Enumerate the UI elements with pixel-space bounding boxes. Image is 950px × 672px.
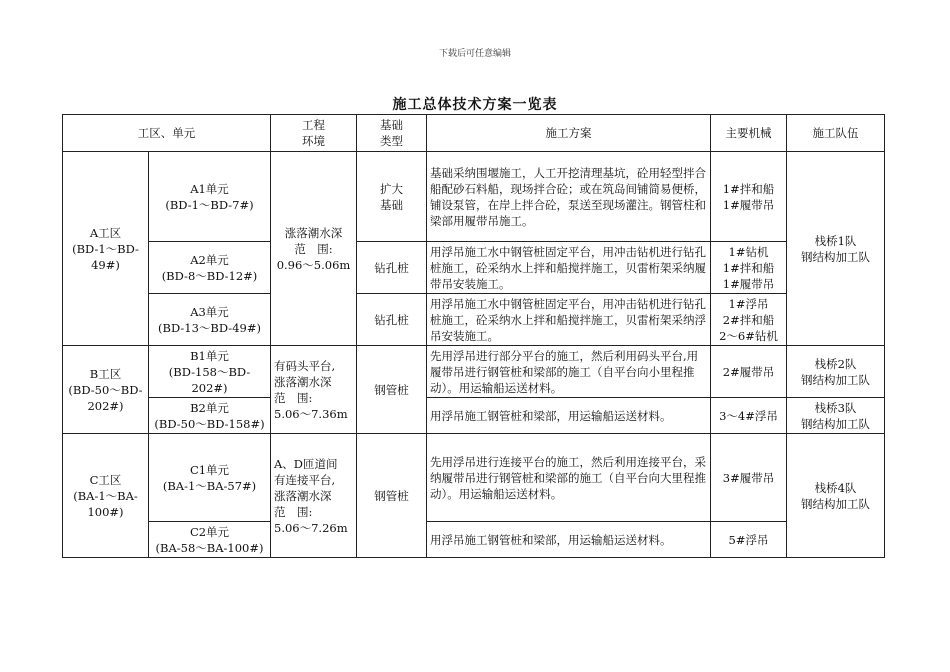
unit-a1-cell: A1单元 (BD-1～BD-7#) xyxy=(149,152,271,242)
unit-c1-cell: C1单元 (BA-1～BA-57#) xyxy=(149,434,271,522)
table-row xyxy=(63,294,885,346)
machinery-b2-cell: 3～4#浮吊 xyxy=(711,398,787,434)
header-zone-unit: 工区、单元 xyxy=(63,115,271,152)
table-row xyxy=(63,152,885,242)
team-b2-cell: 栈桥3队 钢结构加工队 xyxy=(787,398,885,434)
header-env: 工程 环境 xyxy=(271,115,357,152)
zone-a-cell: A工区 (BD-1～BD- 49#) xyxy=(63,152,149,346)
machinery-b1-cell: 2#履带吊 xyxy=(711,346,787,398)
table-row xyxy=(63,434,885,522)
table-row xyxy=(63,242,885,294)
team-b1-cell: 栈桥2队 钢结构加工队 xyxy=(787,346,885,398)
header-plan: 施工方案 xyxy=(427,115,711,152)
team-a-cell: 栈桥1队 钢结构加工队 xyxy=(787,152,885,346)
construction-plan-table xyxy=(62,114,885,558)
plan-a1-cell: 基础采纳围堰施工，人工开挖清理基坑，砼用轻型拌合船配砂石料船，现场拌合砼；或在筑岛间铺简易便桥，铺设泵管，在岸上拌合砼，泵送至现场灌注。钢管柱和梁部用履带吊施工。 xyxy=(427,152,711,242)
unit-a2-cell: A2单元 (BD-8～BD-12#) xyxy=(149,242,271,294)
foundation-b-cell: 钢管桩 xyxy=(357,346,427,434)
watermark-text: 下载后可任意编辑 xyxy=(438,49,511,59)
table-row xyxy=(63,522,885,558)
team-c-cell: 栈桥4队 钢结构加工队 xyxy=(787,434,885,558)
zone-b-cell: B工区 (BD-50～BD- 202#) xyxy=(63,346,149,434)
page-title: 施工总体技术方案一览表 xyxy=(392,97,558,113)
zone-c-cell: C工区 (BA-1～BA- 100#) xyxy=(63,434,149,558)
table-row xyxy=(63,346,885,398)
plan-c2-cell: 用浮吊施工钢管桩和梁部，用运输船运送材料。 xyxy=(427,522,711,558)
plan-a2-cell: 用浮吊施工水中钢管桩固定平台，用冲击钻机进行钻孔桩施工，砼采纳水上拌和船搅拌施工，贝雷桁架采纳履带吊安装施工。 xyxy=(427,242,711,294)
unit-b2-cell: B2单元 (BD-50～BD-158#) xyxy=(149,398,271,434)
foundation-a2-cell: 钻孔桩 xyxy=(357,242,427,294)
foundation-a1-cell: 扩大 基础 xyxy=(357,152,427,242)
env-c-cell: A、D匝道间 有连接平台, 涨落潮水深 范 围: 5.06～7.26m xyxy=(271,434,357,558)
foundation-c-cell: 钢管桩 xyxy=(357,434,427,558)
header-foundation: 基础 类型 xyxy=(357,115,427,152)
machinery-a1-cell: 1#拌和船 1#履带吊 xyxy=(711,152,787,242)
foundation-a3-cell: 钻孔桩 xyxy=(357,294,427,346)
unit-b1-cell: B1单元 (BD-158～BD-202#) xyxy=(149,346,271,398)
env-b-cell: 有码头平台, 涨落潮水深 范 围: 5.06～7.36m xyxy=(271,346,357,434)
unit-a3-cell: A3单元 (BD-13～BD-49#) xyxy=(149,294,271,346)
plan-a3-cell: 用浮吊施工水中钢管桩固定平台，用冲击钻机进行钻孔桩施工，砼采纳水上拌和船搅拌施工，贝雷桁架采纳浮吊安装施工。 xyxy=(427,294,711,346)
table-row xyxy=(63,398,885,434)
unit-c2-cell: C2单元 (BA-58～BA-100#) xyxy=(149,522,271,558)
machinery-c1-cell: 3#履带吊 xyxy=(711,434,787,522)
plan-b2-cell: 用浮吊施工钢管桩和梁部，用运输船运送材料。 xyxy=(427,398,711,434)
header-machinery: 主要机械 xyxy=(711,115,787,152)
env-a-cell: 涨落潮水深 范 围: 0.96～5.06m xyxy=(271,152,357,346)
header-team: 施工队伍 xyxy=(787,115,885,152)
machinery-a3-cell: 1#浮吊 2#拌和船 2～6#钻机 xyxy=(711,294,787,346)
header-row xyxy=(63,115,885,152)
machinery-c2-cell: 5#浮吊 xyxy=(711,522,787,558)
plan-b1-cell: 先用浮吊进行部分平台的施工，然后利用码头平台,用履带吊进行钢管桩和梁部的施工（自平台向小里程推动）。用运输船运送材料。 xyxy=(427,346,711,398)
plan-c1-cell: 先用浮吊进行连接平台的施工，然后利用连接平台，采纳履带吊进行钢管桩和梁部的施工（自平台向大里程推动）。用运输船运送材料。 xyxy=(427,434,711,522)
machinery-a2-cell: 1#钻机 1#拌和船 1#履带吊 xyxy=(711,242,787,294)
